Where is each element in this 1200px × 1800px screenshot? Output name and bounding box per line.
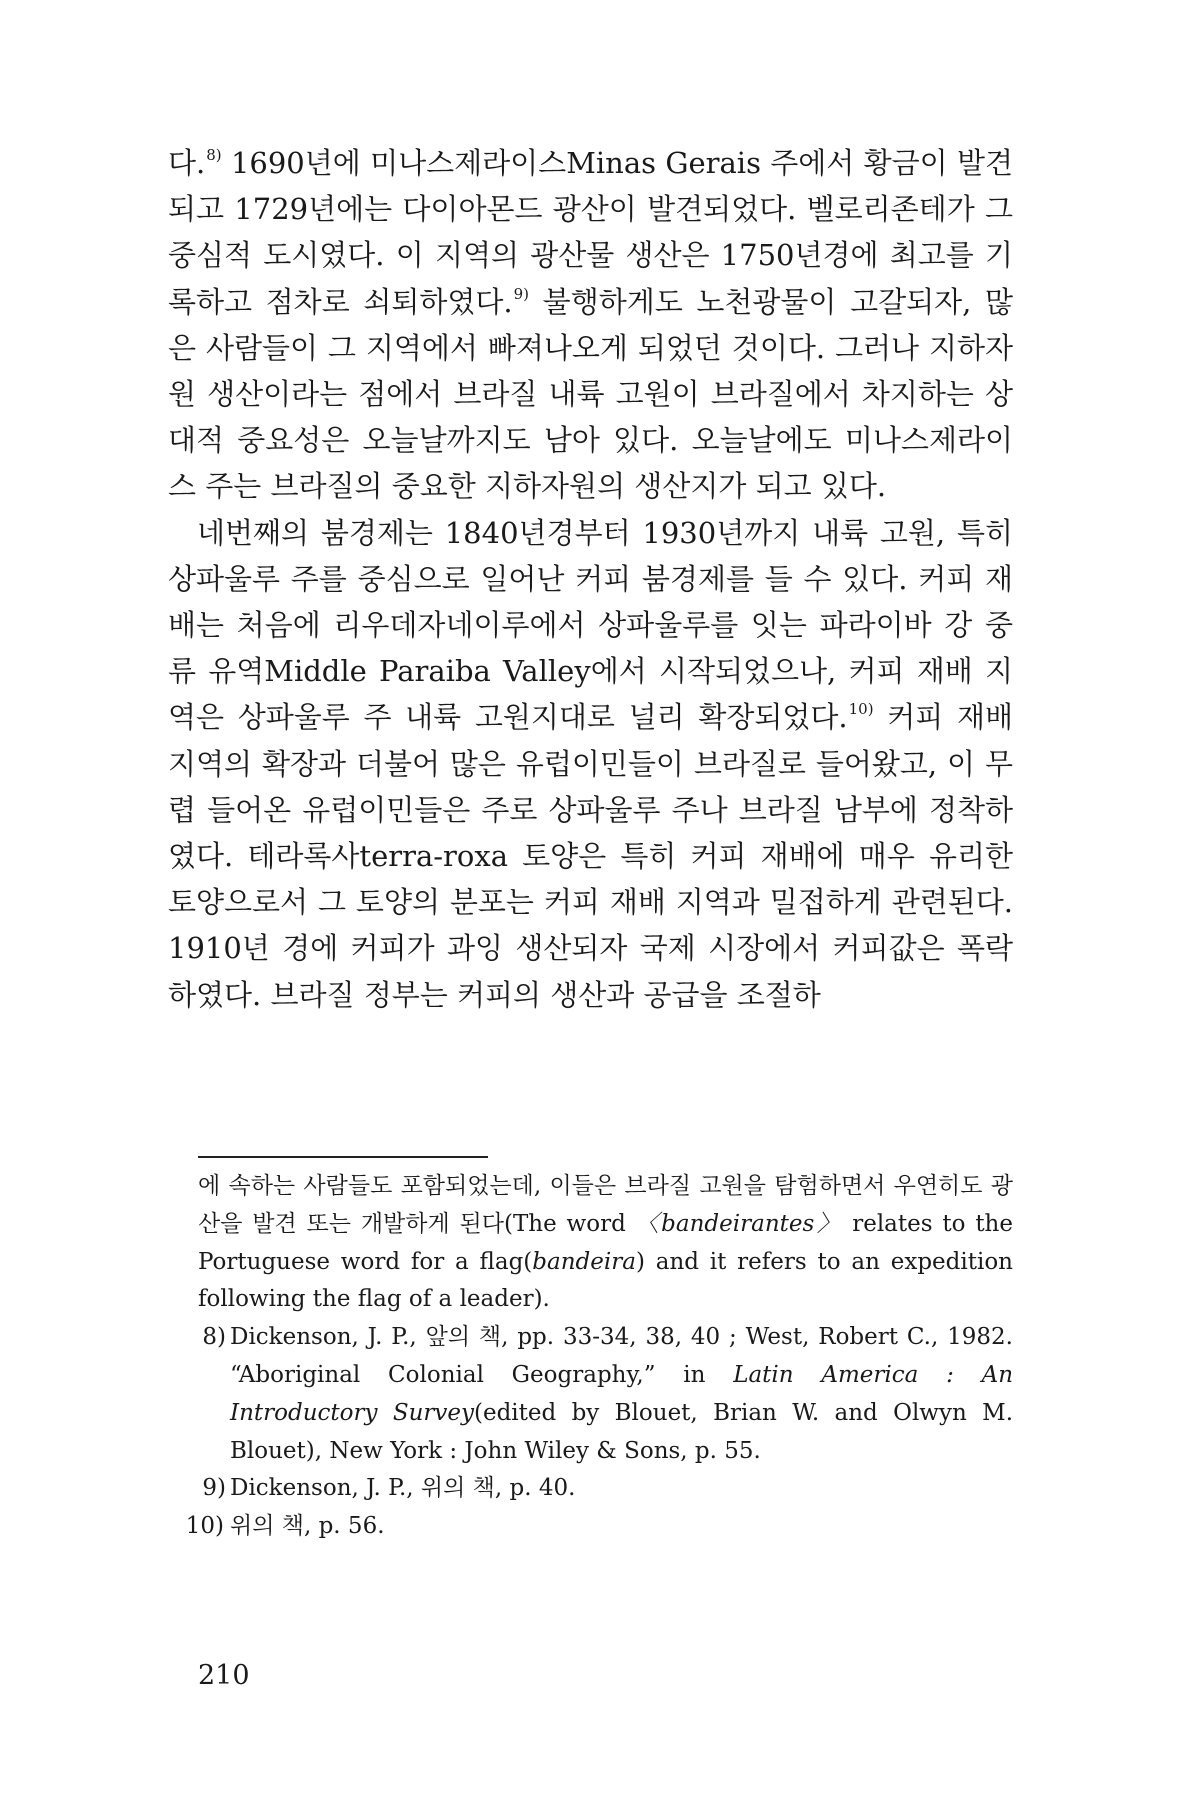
main-text xyxy=(168,140,1013,1018)
footnote-10 xyxy=(185,1508,1013,1546)
text-run: 1690년에 미나스제라이스Minas Gerais 주에서 황금이 발견되고 1729년에는 다이아몬드 광산이 발견되었다. 벨로리존테가 그 중심적 도시였다. 이 지역의 광산물 생산은 1750년경에 최고를 기록하고 점차로 쇠퇴하였다. xyxy=(168,146,1013,319)
footnote-8 xyxy=(198,1319,1013,1470)
footnote-continuation xyxy=(198,1168,1013,1319)
footnote-ref-10: 10) xyxy=(848,700,874,719)
footnote-ref-8: 8) xyxy=(206,146,222,164)
footnotes xyxy=(185,1168,1014,1546)
text-run: 네번째의 붐경제는 1840년경부터 1930년까지 내륙 고원, 특히 상파울루 주를 중심으로 일어난 커피 붐경제를 들 수 있다. 커피 재배는 처음에 리우데자네이루에서 상파울루를 잇는 파라이바 강 중류 유역Middle Paraiba Valley에서 시작되었으나, 커피 재배 지역은 상파울루 주 내륙 고원지대로 널리 확장되었다. xyxy=(168,515,1013,735)
footnote-9 xyxy=(198,1470,1013,1508)
text-run: 커피 재배 지역의 확장과 더불어 많은 유럽이민들이 브라질로 들어왔고, 이 무렵 들어온 유럽이민들은 주로 상파울루 주나 브라질 남부에 정착하였다. 테라록사terra-roxa 토양은 특히 커피 재배에 매우 유리한 토양으로서 그 토양의 분포는 커피 재배 지역과 밀접하게 관련된다. 1910년 경에 커피가 과잉 생산되자 국제 시장에서 커피값은 폭락하였다. 브라질 정부는 커피의 생산과 공급을 조절하 xyxy=(168,700,1014,1012)
text-run: (edited by Blouet, Brian W. and Olwyn M. Blouet), New York : John Wiley & Sons, p. 55. xyxy=(230,1399,1014,1464)
footnote-ref-9: 9) xyxy=(513,284,530,303)
footnote-number: 9) xyxy=(202,1475,226,1502)
text-run: 불행하게도 노천광물이 고갈되자, 많은 사람들이 그 지역에서 빠져나오게 되었던 것이다. 그러나 지하자원 생산이라는 점에서 브라질 내륙 고원이 브라질에서 차지하는 상대적 중요성은 오늘날까지도 남아 있다. 오늘날에도 미나스제라이스 주는 브라질의 중요한 지하자원의 생산지가 되고 있다. xyxy=(168,284,1013,504)
italic-run: 〈bandeirantes〉 xyxy=(635,1210,843,1237)
italic-run: bandeira xyxy=(532,1248,636,1275)
paragraph-2 xyxy=(168,510,1013,1018)
text-run: relates to the Portuguese word for a flag( xyxy=(198,1210,1013,1275)
footnote-divider xyxy=(198,1156,488,1158)
text-run: ) and it refers to an expedition following the flag of a leader). xyxy=(198,1248,1013,1313)
footnote-number: 8) xyxy=(202,1324,226,1351)
text-run: 위의 책, p. 56. xyxy=(230,1513,385,1540)
italic-run: Latin America : An Introductory Survey xyxy=(230,1361,1014,1426)
footnote-number: 10) xyxy=(185,1513,224,1540)
text-run: 다. xyxy=(168,146,206,180)
text-run: Dickenson, J. P., 위의 책, p. 40. xyxy=(230,1475,576,1502)
text-run: Dickenson, J. P., 앞의 책, pp. 33-34, 38, 40 ; West, Robert C., 1982. “Aboriginal Colonial Geography,” in xyxy=(230,1324,1013,1388)
page-number: 210 xyxy=(198,1660,250,1691)
text-run: 에 속하는 사람들도 포함되었는데, 이들은 브라질 고원을 탐험하면서 우연히도 광산을 발견 또는 개발하게 된다(The word xyxy=(198,1173,1013,1237)
paragraph-1 xyxy=(168,140,1013,510)
